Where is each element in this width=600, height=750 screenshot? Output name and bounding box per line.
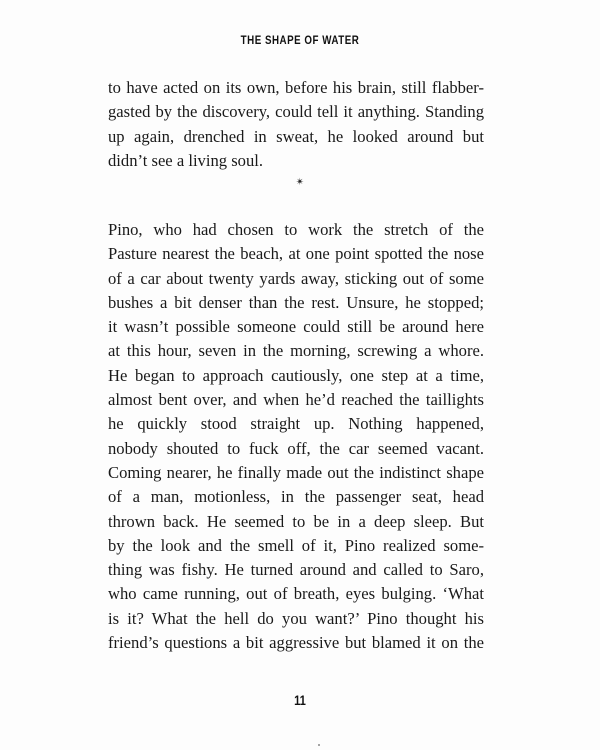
text-line: who came running, out of breath, eyes bulging. ‘What <box>108 584 484 604</box>
running-head: THE SHAPE OF WATER <box>240 35 360 47</box>
text-line: Pasture nearest the beach, at one point spotted the nose <box>108 244 484 264</box>
text-line: at this hour, seven in the morning, screwing a whore. <box>108 341 484 361</box>
text-line: thrown back. He seemed to be in a deep sleep. But <box>108 511 484 531</box>
paragraph-2 <box>108 218 484 655</box>
paragraph-1 <box>108 76 484 173</box>
text-line: Pino, who had chosen to work the stretch of the <box>108 220 484 239</box>
text-line: almost bent over, and when he’d reached the taillights <box>108 390 484 410</box>
text-line: bushes a bit denser than the rest. Unsure, he stopped; <box>108 292 484 312</box>
text-line: up again, drenched in sweat, he looked around but <box>108 126 484 146</box>
text-line: didn’t see a living soul. <box>108 150 264 170</box>
scan-speck <box>318 744 320 746</box>
text-line: thing was fishy. He turned around and called to Saro, <box>108 560 484 580</box>
text-line: to have acted on its own, before his brain, still flabber- <box>108 78 484 97</box>
text-line: of a man, motionless, in the passenger seat, head <box>108 487 484 507</box>
text-line: is it? What the hell do you want?’ Pino thought his <box>108 608 484 628</box>
page-number: 11 <box>294 692 306 708</box>
text-line: gasted by the discovery, could tell it anything. Standing <box>108 102 484 122</box>
text-line: Coming nearer, he finally made out the indistinct shape <box>108 462 484 482</box>
section-break-ornament: ✴ <box>295 177 305 188</box>
text-line: nobody shouted to fuck off, the car seemed vacant. <box>108 438 484 458</box>
text-line: it wasn’t possible someone could still be around here <box>108 317 484 337</box>
text-line: friend’s questions a bit aggressive but blamed it on the <box>108 633 484 653</box>
text-line: he quickly stood straight up. Nothing happened, <box>108 414 484 434</box>
text-line: He began to approach cautiously, one step at a time, <box>108 365 484 385</box>
text-line: by the look and the smell of it, Pino realized some- <box>108 535 484 555</box>
text-line: of a car about twenty yards away, sticking out of some <box>108 268 484 288</box>
